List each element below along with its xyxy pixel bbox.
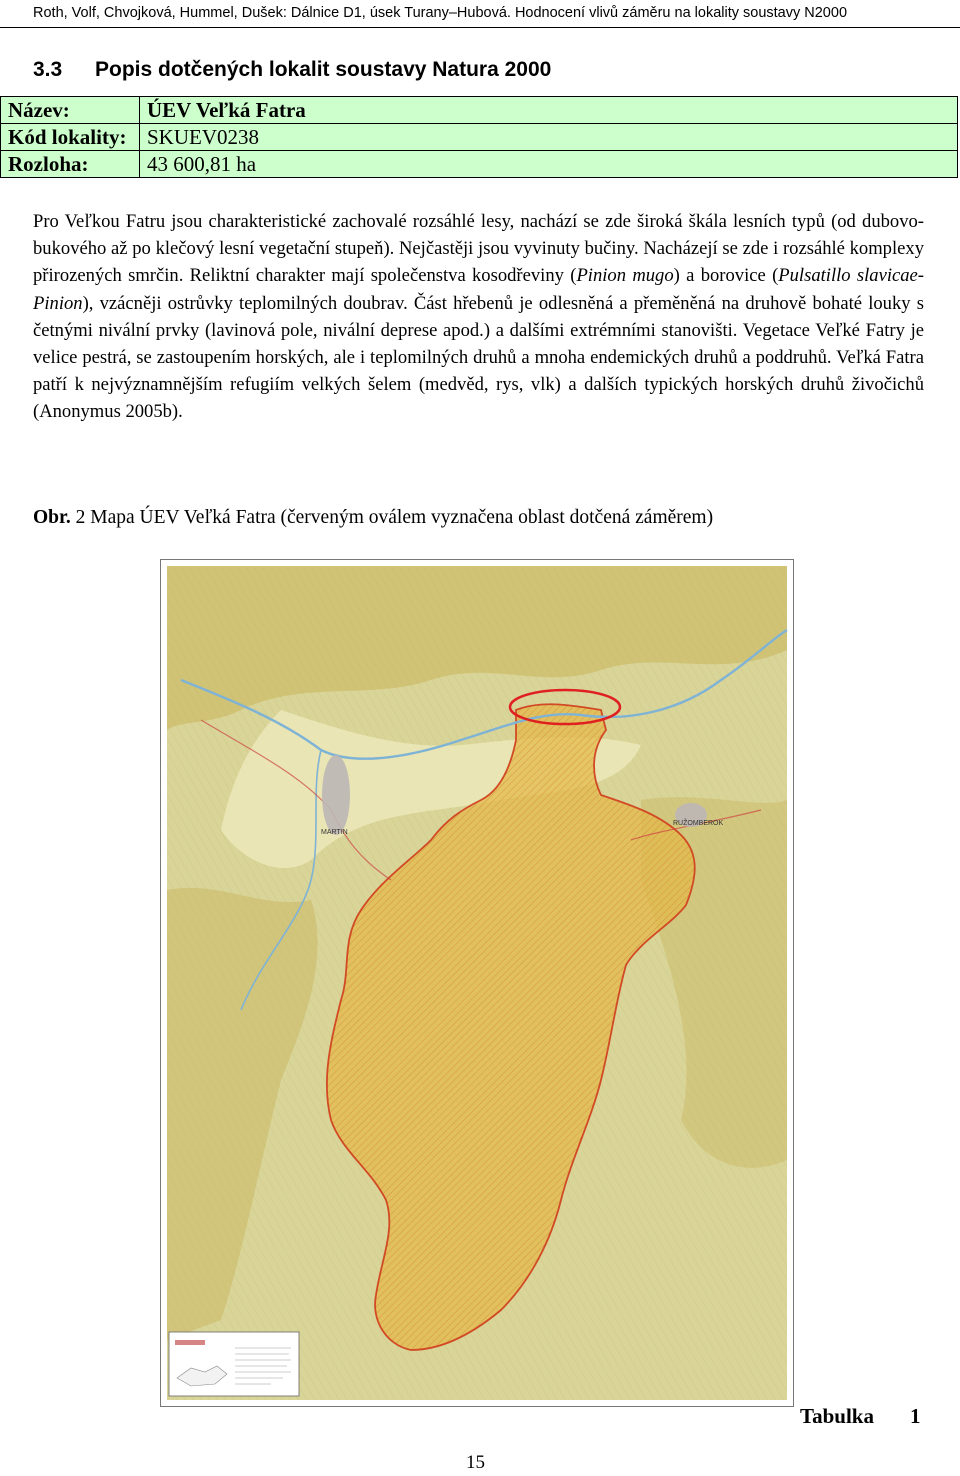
section-heading xyxy=(33,58,551,82)
page-number: 15 xyxy=(466,1452,485,1473)
species-name-2: Pulsatillo slavicae-Pinion xyxy=(33,265,924,314)
header-rule xyxy=(0,27,960,28)
table-row xyxy=(1,151,958,178)
section-title: Popis dotčených lokalit soustavy Natura 2000 xyxy=(95,58,552,81)
town-martin-area xyxy=(322,755,350,835)
caption-number: 2 xyxy=(75,507,86,528)
code-label: Kód lokality: xyxy=(1,124,140,151)
town-label-martin: MARTIN xyxy=(321,829,348,836)
body-text-3: ), vzácněji ostrůvky teplomilných doubrav. Část hřebenů je odlesněná a přeměněná na druhově bohaté louky s četnými nivální prvky (lavinová pole, nivální deprese apod.) a dalšími extrémními stanovišti. Vegetace Veľké Fatry je velice pestrá, se zastoupením horských, ale i teplomilných druhů a mnoha endemických druhů a poddruhů. Veľká Fatra patří k nejvýznamnějším refugiím velkých šelem (medvěd, rys, vlk) a dalších typických horských druhů živočichů (Anonymus 2005b). xyxy=(33,292,924,423)
caption-prefix: Obr. xyxy=(33,507,71,528)
area-value: 43 600,81 ha xyxy=(140,151,958,178)
table-label-text: Tabulka xyxy=(800,1404,874,1428)
name-label: Název: xyxy=(1,97,140,124)
running-header: Roth, Volf, Chvojková, Hummel, Dušek: Dálnice D1, úsek Turany–Hubová. Hodnocení vlivů záměru na lokality soustavy N2000 xyxy=(33,5,848,21)
table-row xyxy=(1,124,958,151)
town-label-ruzomberok: RUŽOMBEROK xyxy=(673,820,724,827)
species-name-1: Pinion mugo xyxy=(576,265,674,287)
body-paragraph xyxy=(33,208,924,426)
table-row xyxy=(1,97,958,124)
body-text-2: ) a borovice ( xyxy=(673,265,779,287)
caption-text: Mapa ÚEV Veľká Fatra (červeným oválem vyznačena oblast dotčená záměrem) xyxy=(90,507,714,528)
table-label-number: 1 xyxy=(909,1404,921,1428)
body-text-1: Pro Veľkou Fatru jsou charakteristické zachovalé rozsáhlé lesy, nachází se zde široká škála lesních typů (od dubovo-bukového až po klečový lesní vegetační stupeň). Nejčastěji jsou vyvinuty bučiny. Nacházejí se zde i rozsáhlé komplexy přirozených smrčin. Reliktní charakter mají společenstva kosodřeviny ( xyxy=(33,211,924,287)
area-label: Rozloha: xyxy=(1,151,140,178)
figure-caption xyxy=(33,507,713,529)
site-map xyxy=(160,559,794,1407)
site-info-table xyxy=(0,96,958,178)
name-value: ÚEV Veľká Fatra xyxy=(140,97,958,124)
section-number: 3.3 xyxy=(33,58,63,81)
table-label xyxy=(800,1404,920,1429)
map-graphic xyxy=(161,560,793,1406)
code-value: SKUEV0238 xyxy=(140,124,958,151)
